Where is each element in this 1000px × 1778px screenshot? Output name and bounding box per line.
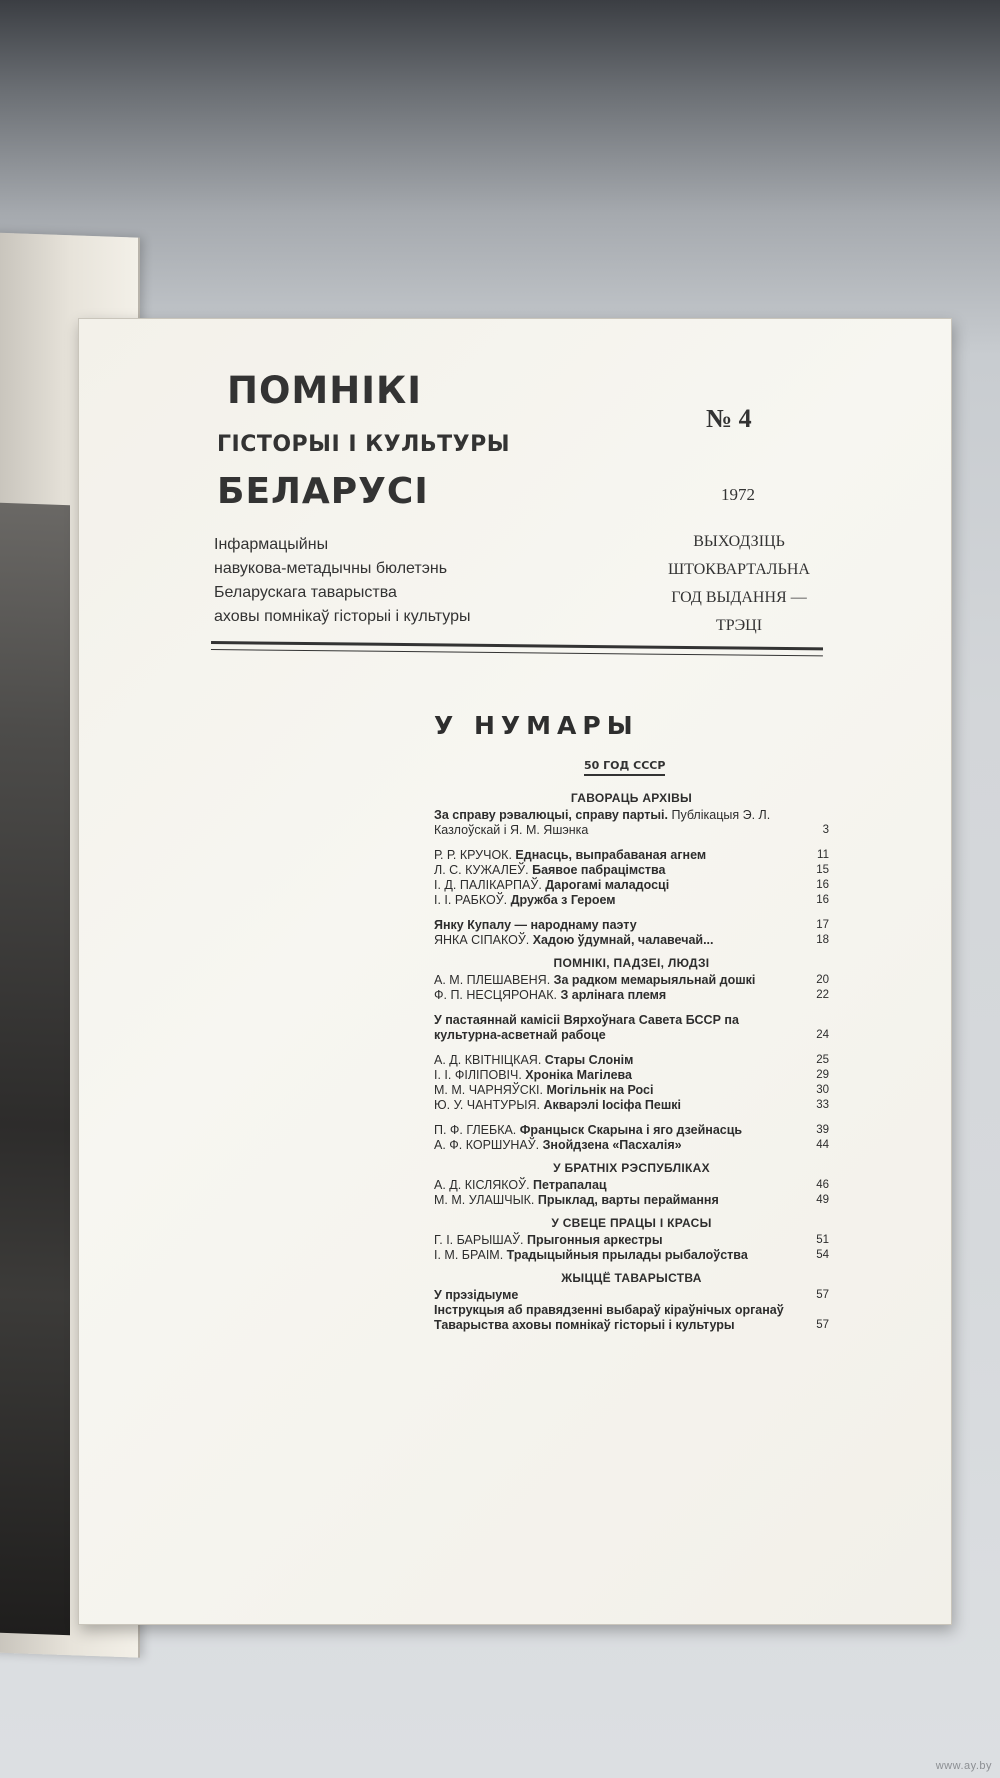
- entry-title: Акварэлі Іосіфа Пешкі: [543, 1098, 681, 1112]
- toc-entry: [434, 918, 829, 933]
- left-page-photo: [0, 502, 70, 1635]
- toc-entry: [434, 878, 829, 893]
- section-heading: ПОМНІКІ, ПАДЗЕІ, ЛЮДЗІ: [553, 956, 710, 970]
- entry-page-number: 11: [817, 849, 829, 861]
- section-heading: ЖЫЦЦЁ ТАВАРЫСТВА: [561, 1271, 702, 1285]
- toc-entry: [434, 1303, 829, 1333]
- frequency-line: ГОД ВЫДАННЯ —: [671, 589, 807, 606]
- entry-page-number: 20: [816, 974, 829, 986]
- entry-page-number: 39: [816, 1124, 829, 1136]
- entry-author: Публікацыя Э. Л. Казлоўскай і Я. М. Яшэнка: [434, 808, 771, 837]
- toc-entry: [434, 973, 829, 988]
- toc-entry: [434, 1068, 829, 1083]
- entry-page-number: 24: [816, 1029, 829, 1041]
- entry-title: Дарогамі маладосці: [545, 878, 670, 892]
- toc-entry: [434, 848, 829, 863]
- entry-page-number: 18: [816, 934, 829, 946]
- header-divider: [211, 641, 823, 656]
- entry-author: І. М. БРАІМ.: [434, 1248, 507, 1262]
- toc-entry: [434, 1138, 829, 1153]
- title-main: ПОМНІКІ: [227, 369, 422, 412]
- toc-entry: [434, 988, 829, 1003]
- toc-entry: [434, 1123, 829, 1138]
- entry-author: Ф. П. НЕСЦЯРОНАК.: [434, 988, 561, 1002]
- entry-page-number: 22: [816, 989, 829, 1001]
- watermark: www.ay.by: [935, 1760, 992, 1772]
- contents-title: У НУМАРЫ: [434, 711, 639, 740]
- entry-title: Хадою ўдумнай, чалавечай...: [532, 933, 714, 947]
- entry-author: Г. І. БАРЫШАЎ.: [434, 1233, 527, 1247]
- entry-title: Традыцыйныя прылады рыбалоўства: [506, 1248, 748, 1262]
- bulletin-description: [214, 533, 471, 629]
- issue-year: 1972: [721, 485, 755, 504]
- entry-title: З арлінага племя: [560, 988, 667, 1002]
- entry-page-number: 44: [816, 1139, 829, 1151]
- entry-title: Прыгонныя аркестры: [526, 1233, 663, 1247]
- entry-title: Стары Слонім: [544, 1053, 634, 1067]
- entry-page-number: 49: [816, 1194, 829, 1206]
- entry-page-number: 16: [816, 879, 829, 891]
- entry-author: П. Ф. ГЛЕБКА.: [434, 1123, 520, 1137]
- entry-author: І. І. РАБКОЎ.: [434, 893, 511, 907]
- entry-author: Ю. У. ЧАНТУРЫЯ.: [434, 1098, 544, 1112]
- entry-title: Дружба з Героем: [510, 893, 616, 907]
- table-of-contents: [434, 783, 829, 1333]
- toc-entry: [434, 1288, 829, 1303]
- entry-author: А. М. ПЛЕШАВЕНЯ.: [434, 973, 554, 987]
- toc-entry: [434, 893, 829, 908]
- title-sub: ГІСТОРЫІ І КУЛЬТУРЫ: [217, 432, 511, 457]
- frequency-line: ТРЭЦІ: [715, 617, 763, 634]
- entry-title: За радком мемарыяльнай дошкі: [553, 973, 756, 987]
- toc-entry: [434, 1233, 829, 1248]
- frequency-line: ШТОКВАРТАЛЬНА: [668, 561, 810, 578]
- entry-author: Р. Р. КРУЧОК.: [434, 848, 516, 862]
- bulletin-page: [78, 318, 952, 1625]
- toc-entry: [434, 1178, 829, 1193]
- entry-author: А. Ф. КОРШУНАЎ.: [434, 1138, 543, 1152]
- entry-title: За справу рэвалюцыі, справу партыі.: [434, 808, 668, 822]
- description-line: навукова-метадычны бюлетэнь: [214, 560, 448, 577]
- section-heading: У СВЕЦЕ ПРАЦЫ І КРАСЫ: [551, 1216, 712, 1230]
- description-line: Інфармацыйны: [214, 536, 329, 553]
- description-line: Беларускага таварыства: [214, 584, 397, 601]
- entry-page-number: 33: [816, 1099, 829, 1111]
- section-heading: У БРАТНІХ РЭСПУБЛІКАХ: [553, 1161, 710, 1175]
- entry-author: М. М. ЧАРНЯЎСКІ.: [434, 1083, 547, 1097]
- publication-frequency: [649, 528, 829, 640]
- description-line: аховы помнікаў гісторыі і культуры: [214, 608, 471, 625]
- entry-page-number: 3: [822, 824, 829, 836]
- entry-author: М. М. УЛАШЧЫК.: [434, 1193, 538, 1207]
- toc-entry: [434, 1193, 829, 1208]
- entry-page-number: 57: [816, 1319, 829, 1331]
- toc-entry: [434, 808, 829, 838]
- entry-title: Могільнік на Росі: [546, 1083, 654, 1097]
- entry-title: Петрапалац: [533, 1178, 607, 1192]
- entry-page-number: 29: [816, 1069, 829, 1081]
- entry-page-number: 54: [816, 1249, 829, 1261]
- entry-author: І. Д. ПАЛІКАРПАЎ.: [434, 878, 546, 892]
- entry-title: Інструкцыя аб правядзенні выбараў кіраўнічых органаў Таварыства аховы помнікаў гісторыі і культуры: [434, 1303, 784, 1332]
- entry-title: У прэзідыуме: [434, 1288, 519, 1302]
- entry-page-number: 30: [816, 1084, 829, 1096]
- entry-title: У пастаяннай камісіі Вярхоўнага Савета БССР па культурна-асветнай рабоце: [434, 1013, 739, 1042]
- title-country: БЕЛАРУСІ: [217, 471, 429, 512]
- entry-author: А. Д. КІСЛЯКОЎ.: [434, 1178, 534, 1192]
- entry-title: Хроніка Магілева: [525, 1068, 633, 1082]
- entry-page-number: 25: [816, 1054, 829, 1066]
- toc-entry: [434, 1053, 829, 1068]
- toc-entry: [434, 1013, 829, 1043]
- entry-page-number: 17: [816, 919, 829, 931]
- issue-number: № 4: [706, 404, 752, 433]
- frequency-line: ВЫХОДЗІЦЬ: [693, 533, 785, 550]
- toc-entry: [434, 1248, 829, 1263]
- entry-title: Прыклад, варты пераймання: [537, 1193, 719, 1207]
- entry-author: А. Д. КВІТНІЦКАЯ.: [434, 1053, 545, 1067]
- section-heading: ГАВОРАЦЬ АРХІВЫ: [570, 791, 693, 805]
- entry-page-number: 16: [816, 894, 829, 906]
- toc-entry: [434, 863, 829, 878]
- entry-title: Знойдзена «Пасхалія»: [542, 1138, 682, 1152]
- toc-entry: [434, 933, 829, 948]
- toc-entry: [434, 1083, 829, 1098]
- entry-page-number: 15: [816, 864, 829, 876]
- entry-page-number: 51: [816, 1234, 829, 1246]
- entry-author: Л. С. КУЖАЛЕЎ.: [434, 863, 533, 877]
- contents-subtitle: 50 ГОД СССР: [584, 759, 665, 776]
- entry-title: Баявое пабрацімства: [532, 863, 666, 877]
- entry-author: І. І. ФІЛІПОВІЧ.: [434, 1068, 526, 1082]
- entry-author: ЯНКА СІПАКОЎ.: [434, 933, 533, 947]
- toc-entry: [434, 1098, 829, 1113]
- page-content: [79, 319, 951, 1624]
- entry-page-number: 57: [816, 1289, 829, 1301]
- entry-title: Францыск Скарына і яго дзейнасць: [519, 1123, 743, 1137]
- entry-page-number: 46: [816, 1179, 829, 1191]
- entry-title: Янку Купалу — народнаму паэту: [434, 918, 637, 932]
- entry-title: Еднасць, выпрабаваная агнем: [515, 848, 707, 862]
